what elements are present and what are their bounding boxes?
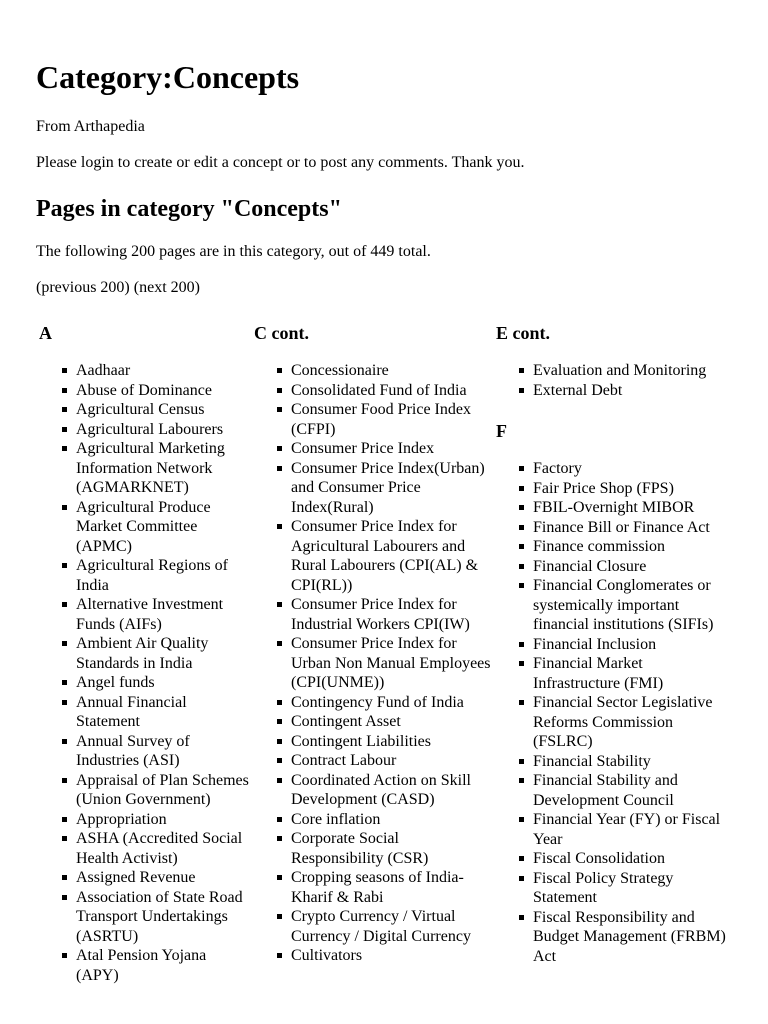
page-link[interactable]: Fiscal Policy Strategy Statement (533, 869, 674, 906)
page-link[interactable]: Cultivators (291, 947, 363, 964)
page-link[interactable]: Assigned Revenue (76, 869, 196, 886)
page-link[interactable]: Consumer Price Index for Agricultural Labourers and Rural Labourers (CPI(AL) & CPI(RL)) (291, 518, 479, 594)
list-item (533, 498, 726, 518)
page-link[interactable]: Abuse of Dominance (76, 381, 212, 399)
list-item (291, 829, 494, 868)
page-link[interactable]: Alternative Investment Funds (AIFs) (76, 596, 224, 633)
page-link[interactable]: FBIL-Overnight MIBOR (533, 499, 695, 516)
page-list (496, 459, 726, 966)
page-link[interactable]: Coordinated Action on Skill Development (CASD) (291, 771, 471, 808)
page-link[interactable]: Fiscal Responsibility and Budget Management (FRBM) Act (533, 908, 726, 965)
category-group (36, 323, 251, 985)
list-item (76, 829, 251, 868)
page-link[interactable]: Agricultural Census (76, 401, 205, 418)
page-link[interactable]: Agricultural Produce Market Committee (APMC) (76, 498, 211, 555)
page-link[interactable]: Crypto Currency / Virtual Currency / Digital Currency (291, 908, 471, 945)
list-item (291, 868, 494, 907)
list-item (76, 732, 251, 771)
group-heading: A (39, 323, 52, 343)
list-item (291, 400, 494, 439)
section-title: Pages in category "Concepts" (36, 196, 342, 222)
category-group (496, 323, 726, 400)
list-item (291, 907, 494, 946)
page-link[interactable]: Financial Inclusion (533, 635, 657, 653)
previous-page-link[interactable]: (previous 200) (36, 279, 130, 296)
category-group (254, 323, 494, 966)
list-item (291, 771, 494, 810)
category-column-3 (496, 323, 726, 966)
page-link[interactable]: Agricultural Regions of India (76, 557, 228, 594)
page-link[interactable]: Agricultural Marketing Information Network (AGMARKNET) (76, 440, 225, 496)
list-item (533, 693, 726, 752)
list-item (76, 361, 251, 381)
page-link[interactable]: Association of State Road Transport Undertakings (ASRTU) (76, 888, 243, 945)
list-item (291, 751, 494, 771)
page-link[interactable]: Consumer Price Index for Urban Non Manual Employees (CPI(UNME)) (291, 635, 491, 691)
page-link[interactable]: Consumer Price Index for Industrial Workers CPI(IW) (291, 596, 470, 633)
page-link[interactable]: Consolidated Fund of India (291, 381, 467, 399)
list-item (76, 693, 251, 732)
list-item (533, 479, 726, 499)
page-link[interactable]: Contract Labour (291, 752, 397, 769)
group-heading: C cont. (254, 323, 309, 343)
page-link[interactable]: Contingent Liabilities (291, 732, 431, 750)
list-item (291, 517, 494, 595)
list-item (291, 595, 494, 634)
category-column-1 (36, 323, 251, 985)
page-list (496, 361, 726, 400)
page-link[interactable]: Ambient Air Quality Standards in India (76, 635, 209, 672)
page-list (36, 361, 251, 985)
list-item (76, 400, 251, 420)
page-link[interactable]: Annual Financial Statement (76, 693, 187, 730)
list-item (291, 381, 494, 401)
list-item (533, 810, 726, 849)
page-link[interactable]: Finance commission (533, 538, 665, 555)
page-list (254, 361, 494, 966)
page-link[interactable]: Core inflation (291, 810, 381, 828)
login-note: Please login to create or edit a concept or to post any comments. Thank you. (36, 154, 525, 171)
list-item (533, 908, 726, 967)
list-item (533, 361, 726, 381)
page-link[interactable]: Finance Bill or Finance Act (533, 518, 710, 536)
list-item (291, 634, 494, 693)
list-item (76, 673, 251, 693)
list-item (76, 595, 251, 634)
list-item (533, 518, 726, 538)
list-item (533, 849, 726, 869)
page-link[interactable]: External Debt (533, 381, 623, 399)
list-item (76, 381, 251, 401)
count-line: The following 200 pages are in this category, out of 449 total. (36, 243, 431, 260)
group-heading: E cont. (496, 323, 550, 343)
page-link[interactable]: Angel funds (76, 674, 155, 691)
list-item (76, 420, 251, 440)
list-item (76, 498, 251, 557)
list-item (533, 752, 726, 772)
page-link[interactable]: Concessionaire (291, 362, 389, 379)
list-item (533, 654, 726, 693)
list-item (533, 576, 726, 635)
list-item (291, 439, 494, 459)
page-link[interactable]: Factory (533, 460, 582, 477)
list-item (291, 459, 494, 518)
page-link[interactable]: Appraisal of Plan Schemes (Union Government) (76, 771, 249, 808)
list-item (76, 439, 251, 498)
list-item (291, 693, 494, 713)
list-item (291, 946, 494, 966)
list-item (533, 381, 726, 401)
list-item (533, 459, 726, 479)
pagination-nav (36, 278, 200, 298)
page-link[interactable]: Fair Price Shop (FPS) (533, 479, 674, 497)
list-item (76, 556, 251, 595)
list-item (76, 771, 251, 810)
list-item (291, 810, 494, 830)
list-item (76, 946, 251, 985)
list-item (533, 557, 726, 577)
page-link[interactable]: Financial Conglomerates or systemically important financial institutions (SIFIs) (533, 577, 714, 633)
page-link[interactable]: Fiscal Consolidation (533, 850, 665, 867)
list-item (291, 361, 494, 381)
page-link[interactable]: Financial Stability (533, 752, 651, 770)
page-link[interactable]: ASHA (Accredited Social Health Activist) (76, 830, 243, 867)
page-link[interactable]: Consumer Price Index(Urban) and Consumer Price Index(Rural) (291, 459, 485, 516)
page-link[interactable]: Financial Stability and Development Council (533, 772, 678, 809)
list-item (533, 869, 726, 908)
page-link[interactable]: Corporate Social Responsibility (CSR) (291, 830, 429, 867)
page-link[interactable]: Evaluation and Monitoring (533, 362, 707, 379)
list-item (291, 712, 494, 732)
page-link[interactable]: Aadhaar (76, 362, 131, 379)
page-link[interactable]: Financial Year (FY) or Fiscal Year (533, 811, 721, 848)
category-column-2 (254, 323, 494, 966)
next-page-link[interactable]: (next 200) (133, 279, 200, 296)
page-link[interactable]: Contingency Fund of India (291, 693, 464, 711)
page-link[interactable]: Consumer Price Index (291, 440, 435, 457)
page-link[interactable]: Appropriation (76, 810, 167, 828)
group-heading: F (496, 421, 507, 441)
page-title: Category:Concepts (36, 59, 300, 95)
from-line: From Arthapedia (36, 118, 145, 135)
page-link[interactable]: Cropping seasons of India- Kharif & Rabi (291, 869, 464, 906)
list-item (76, 868, 251, 888)
page-link[interactable]: Consumer Food Price Index (CFPI) (291, 401, 471, 438)
list-item (533, 537, 726, 557)
list-item (533, 771, 726, 810)
category-group (496, 421, 726, 966)
list-item (291, 732, 494, 752)
list-item (76, 634, 251, 673)
page-link[interactable]: Contingent Asset (291, 713, 401, 730)
page-link[interactable]: Financial Sector Legislative Reforms Commission (FSLRC) (533, 694, 713, 750)
list-item (533, 635, 726, 655)
page-link[interactable]: Financial Closure (533, 557, 647, 575)
page-link[interactable]: Atal Pension Yojana (APY) (76, 947, 207, 984)
list-item (76, 888, 251, 947)
page-link[interactable]: Financial Market Infrastructure (FMI) (533, 655, 664, 692)
list-item (76, 810, 251, 830)
page-link[interactable]: Annual Survey of Industries (ASI) (76, 732, 190, 769)
page-link[interactable]: Agricultural Labourers (76, 420, 224, 438)
